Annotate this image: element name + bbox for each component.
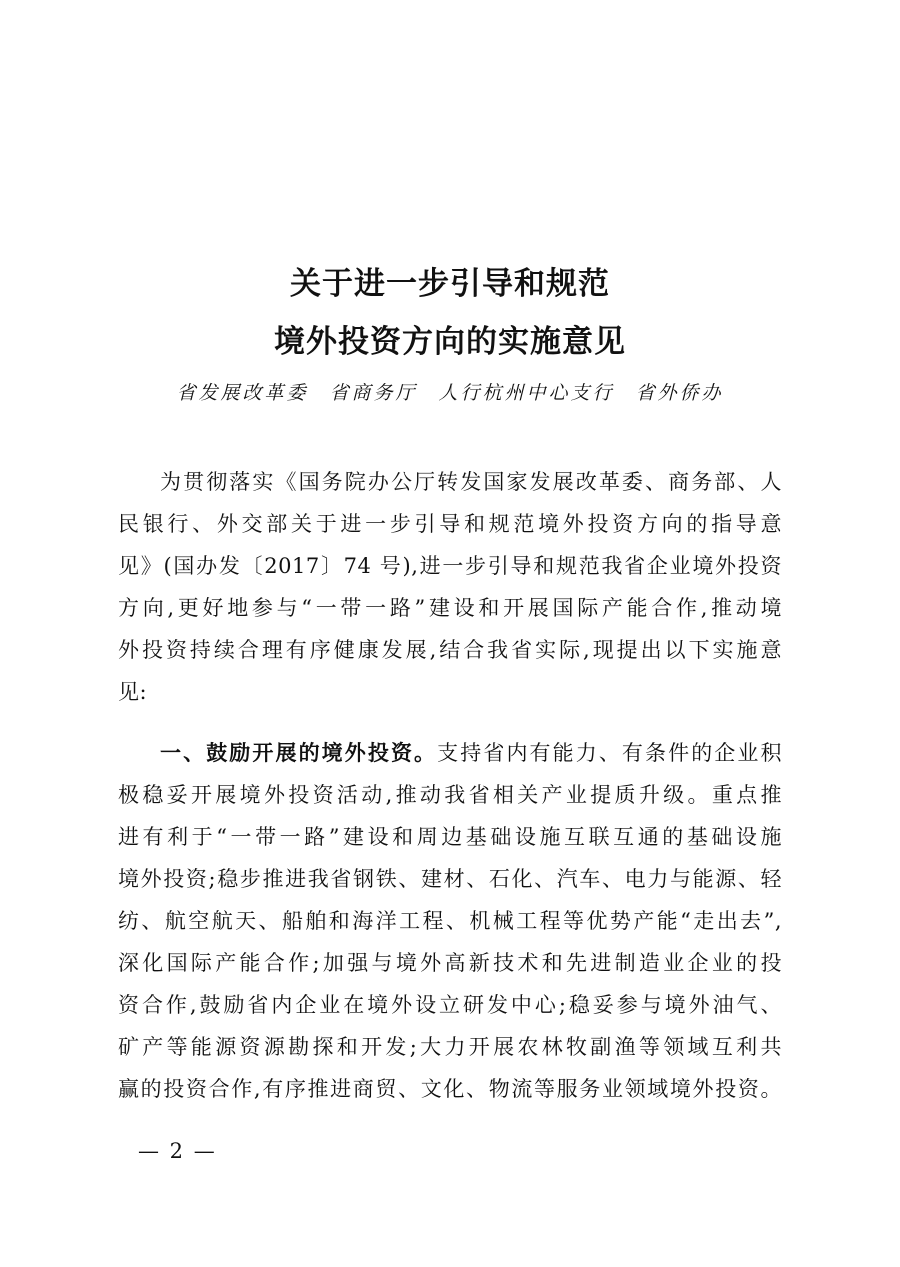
section-1-line-6: 深化国际产能合作;加强与境外高新技术和先进制造业企业的投 <box>118 951 782 975</box>
paragraph-1-line-1: 为贯彻落实《国务院办公厅转发国家发展改革委、商务部、人 <box>160 470 782 494</box>
section-1-line-9: 赢的投资合作,有序推进商贸、文化、物流等服务业领域境外投资。 <box>118 1077 782 1101</box>
section-1-first-line-text: 支持省内有能力、有条件的企业积 <box>437 741 783 765</box>
paragraph-1-line-3: 见》(国办发〔2017〕74 号),进一步引导和规范我省企业境外投资 <box>118 554 782 578</box>
section-1-line-7: 资合作,鼓励省内企业在境外设立研发中心;稳妥参与境外油气、 <box>118 993 782 1017</box>
section-1-line-2: 极稳妥开展境外投资活动,推动我省相关产业提质升级。重点推 <box>118 783 782 807</box>
page-number: — 2 — <box>138 1139 217 1163</box>
document-title-line-2: 境外投资方向的实施意见 <box>274 324 626 360</box>
section-1-line-4: 境外投资;稳步推进我省钢铁、建材、石化、汽车、电力与能源、轻 <box>118 867 782 891</box>
section-1-line-3: 进有利于“一带一路”建设和周边基础设施互联互通的基础设施 <box>118 825 782 849</box>
paragraph-1-line-2: 民银行、外交部关于进一步引导和规范境外投资方向的指导意 <box>118 512 782 536</box>
section-1-line-8: 矿产等能源资源勘探和开发;大力开展农林牧副渔等领域互利共 <box>118 1035 782 1059</box>
issuing-authorities: 省发展改革委 省商务厅 人行杭州中心支行 省外侨办 <box>176 382 724 404</box>
paragraph-1-line-6: 见: <box>118 680 148 704</box>
section-1-line-1 <box>160 738 782 768</box>
paragraph-1-line-5: 外投资持续合理有序健康发展,结合我省实际,现提出以下实施意 <box>118 638 782 662</box>
section-1-line-5: 纺、航空航天、船舶和海洋工程、机械工程等优势产能“走出去”, <box>118 909 782 933</box>
section-1-heading: 一、鼓励开展的境外投资。 <box>160 741 438 765</box>
paragraph-1-line-4: 方向,更好地参与“一带一路”建设和开展国际产能合作,推动境 <box>118 596 782 620</box>
document-title-line-1: 关于进一步引导和规范 <box>290 266 610 302</box>
